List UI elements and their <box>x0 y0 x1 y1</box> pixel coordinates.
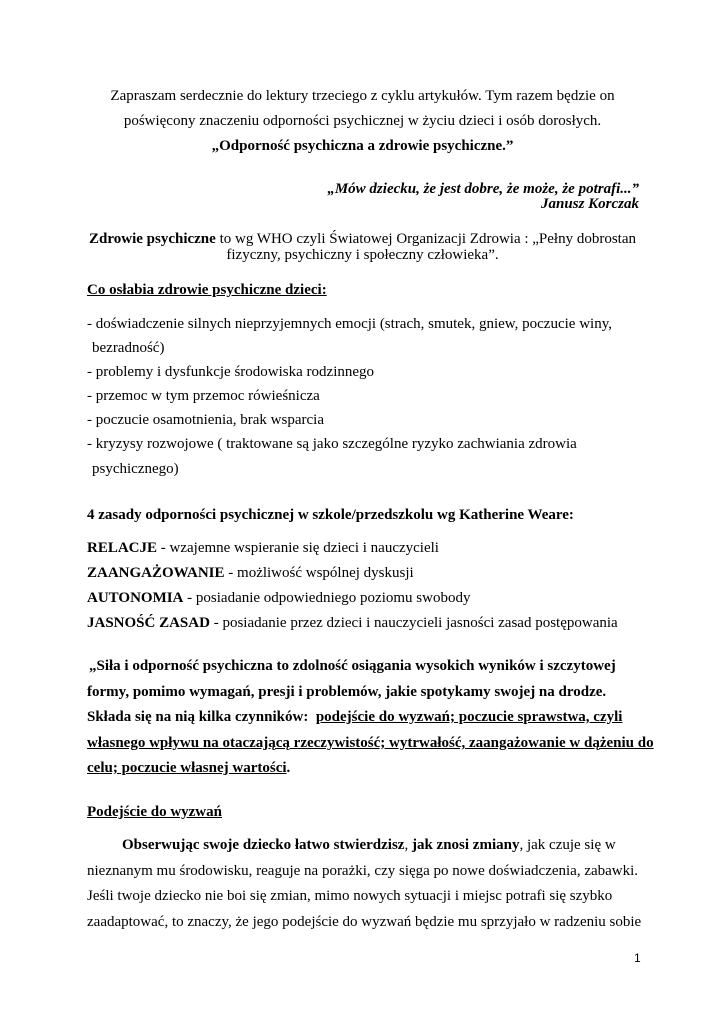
challenges-line-2: nieznanym mu środowisku, reaguje na porażki, czy sięga po nowe doświadczenia, zabawki. <box>87 863 639 879</box>
principle-item <box>87 588 470 608</box>
weakens-item: bezradność) <box>92 340 165 356</box>
principle-item <box>87 538 439 558</box>
principle-term: JASNOŚĆ ZASAD <box>87 615 210 631</box>
principle-desc: - posiadanie odpowiedniego poziomu swobody <box>183 590 471 606</box>
definition-term: Zdrowie psychiczne <box>89 231 216 247</box>
challenges-heading: Podejście do wyzwań <box>87 804 222 820</box>
page-number: 1 <box>634 951 641 965</box>
strength-line-4: własnego wpływu na otaczającą rzeczywistość; wytrwałość, zaangażowanie w dążeniu do <box>87 735 654 751</box>
strength-factors-intro: Składa się na nią kilka czynników: <box>87 709 316 725</box>
strength-line-1: „Siła i odporność psychiczna to zdolność osiągania wysokich wyników i szczytowej <box>89 658 616 674</box>
weakens-item: - poczucie osamotnienia, brak wsparcia <box>87 412 324 428</box>
weakens-item: psychicznego) <box>92 461 179 477</box>
definition-line-2: fizyczny, psychiczny i społeczny człowieka”. <box>226 247 499 263</box>
principle-desc: - posiadanie przez dzieci i nauczycieli jasności zasad postępowania <box>209 615 618 631</box>
article-title: „Odporność psychiczna a zdrowie psychiczne.” <box>211 138 514 154</box>
strength-factors-end: celu; poczucie własnej wartości <box>87 760 287 776</box>
principle-desc: - wzajemne wspieranie się dzieci i nauczycieli <box>157 540 439 556</box>
principle-term: RELACJE <box>87 540 158 556</box>
intro-line-2: poświęcony znaczeniu odporności psychicznej w życiu dzieci i osób dorosłych. <box>123 113 602 129</box>
quote-text: „Mów dziecku, że jest dobre, że może, że potrafi...” <box>327 181 639 197</box>
weakens-item: - przemoc w tym przemoc rówieśnicza <box>87 388 320 404</box>
weakens-item: - kryzysy rozwojowe ( traktowane są jako szczególne ryzyko zachwiania zdrowia <box>87 436 577 452</box>
strength-factors: podejście do wyzwań; poczucie sprawstwa, czyli <box>315 709 623 725</box>
challenges-line-3: Jeśli twoje dziecko nie boi się zmian, mimo nowych sytuacji i miejsc potrafi się szybko <box>87 888 613 904</box>
principle-item <box>87 563 414 583</box>
strength-line-5: celu; poczucie własnej wartości. <box>87 760 291 776</box>
principle-item <box>87 613 618 633</box>
weakens-item: - problemy i dysfunkcje środowiska rodzinnego <box>87 364 375 380</box>
strength-line-3 <box>87 707 622 727</box>
challenges-line-1: Obserwując swoje dziecko łatwo stwierdzisz, jak znosi zmiany, jak czuje się w <box>122 837 616 853</box>
quote-author: Janusz Korczak <box>541 196 639 212</box>
definition-text: to wg WHO czyli Światowej Organizacji Zdrowia : „Pełny dobrostan <box>215 231 636 247</box>
weakens-heading: Co osłabia zdrowie psychiczne dzieci: <box>87 282 327 298</box>
weakens-item: - doświadczenie silnych nieprzyjemnych emocji (strach, smutek, gniew, poczucie winy, <box>87 316 612 332</box>
principle-term: ZAANGAŻOWANIE <box>87 565 225 581</box>
principles-heading: 4 zasady odporności psychicznej w szkole/przedszkolu wg Katherine Weare: <box>87 507 574 523</box>
intro-line-1: Zapraszam serdecznie do lektury trzeciego z cyklu artykułów. Tym razem będzie on <box>110 88 615 104</box>
principle-desc: - możliwość wspólnej dyskusji <box>224 565 414 581</box>
strength-line-2: formy, pomimo wymagań, presji i problemów, jakie spotykamy swojej na drodze. <box>87 684 607 700</box>
principle-term: AUTONOMIA <box>87 590 184 606</box>
challenges-line-4: zaadaptować, to znaczy, że jego podejście do wyzwań będzie mu sprzyjało w radzeniu sobie <box>87 914 642 930</box>
